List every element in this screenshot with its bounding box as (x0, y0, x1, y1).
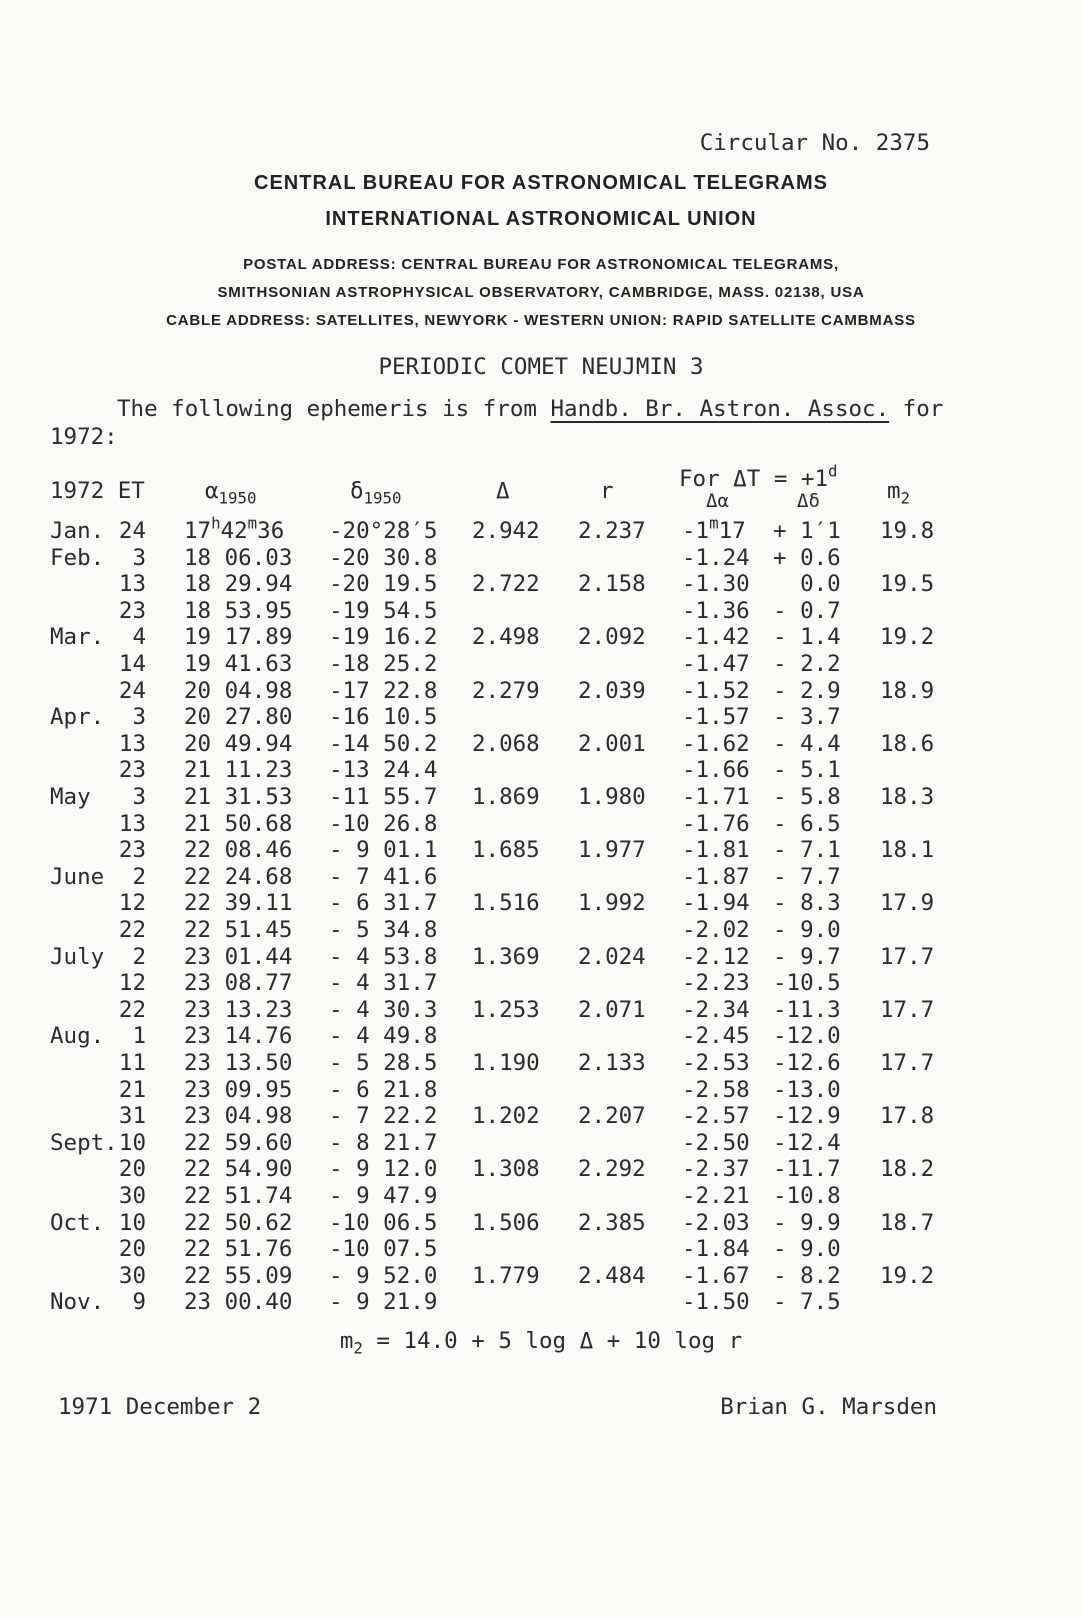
row-ra: 23 13.23 (184, 996, 293, 1023)
intro-post: for (889, 396, 944, 422)
issue-date: 1971 December 2 (58, 1394, 262, 1420)
row-dec: - 9 21.9 (329, 1289, 438, 1316)
row-ra: 23 08.77 (184, 970, 293, 997)
table-row (0, 571, 1082, 610)
row-day: 3 (132, 544, 146, 571)
row-month: Feb. (50, 544, 105, 571)
row-r: 2.207 (578, 1103, 646, 1130)
row-m2: 17.8 (880, 1103, 935, 1130)
row-delta: 2.068 (472, 730, 540, 757)
row-delta: 1.202 (472, 1103, 540, 1130)
row-day: 22 (118, 996, 146, 1023)
row-delta: 1.506 (472, 1209, 540, 1236)
row-ddelta: - 9.7 (773, 943, 841, 970)
row-ra: 22 39.11 (184, 890, 293, 917)
row-dec: -10 07.5 (329, 1236, 438, 1263)
row-delta: 2.942 (472, 518, 540, 544)
row-dalpha: -1$^m$17 (682, 513, 746, 544)
row-delta: 1.779 (472, 1262, 540, 1289)
row-dalpha: -1.76 (682, 810, 750, 837)
row-ra: 20 04.98 (184, 677, 293, 704)
table-row (0, 513, 1082, 557)
for-dt-text: For ΔT = +1 (679, 466, 829, 492)
row-day: 1 (132, 1023, 146, 1050)
row-ra: 22 55.09 (184, 1262, 293, 1289)
row-ra: 23 13.50 (184, 1050, 293, 1076)
row-dalpha: -1.94 (682, 890, 750, 917)
m2-subscript: 2 (900, 488, 911, 508)
row-r: 2.001 (578, 730, 646, 757)
row-day: 31 (118, 1103, 146, 1130)
row-dalpha: -2.23 (682, 970, 750, 997)
row-day: 13 (118, 730, 146, 757)
row-m2: 17.7 (880, 996, 935, 1023)
circular-number: Circular No. 2375 (699, 130, 930, 156)
row-dec: - 4 53.8 (329, 943, 438, 970)
table-row (0, 890, 1082, 929)
row-ra: 18 06.03 (184, 544, 293, 571)
row-day: 12 (118, 970, 146, 997)
row-dalpha: -2.37 (682, 1156, 750, 1183)
table-row (0, 1262, 1082, 1302)
row-dalpha: -1.30 (682, 571, 750, 598)
col-header-ra (205, 478, 257, 508)
row-dalpha: -2.34 (682, 996, 750, 1023)
row-dalpha: -1.50 (682, 1289, 750, 1316)
row-dec: - 7 22.2 (329, 1103, 438, 1130)
row-ra: 21 31.53 (184, 784, 293, 810)
row-dec: - 7 41.6 (329, 863, 438, 890)
row-m2: 19.2 (880, 624, 935, 651)
row-dec: - 5 28.5 (329, 1050, 438, 1076)
row-dalpha: -2.58 (682, 1076, 750, 1103)
table-row (0, 784, 1082, 823)
row-ra: 19 17.89 (184, 624, 293, 651)
row-ddelta: - 5.8 (773, 784, 841, 810)
row-month: June (50, 863, 105, 890)
table-row (0, 730, 1082, 770)
row-dec: - 6 21.8 (329, 1076, 438, 1103)
row-ra: 22 08.46 (184, 837, 293, 864)
row-r: 2.292 (578, 1156, 646, 1183)
row-ra: 22 51.76 (184, 1236, 293, 1263)
table-row (0, 624, 1082, 663)
formula-rest: = 14.0 + 5 log Δ + 10 log r (362, 1328, 743, 1354)
row-ddelta: - 8.2 (773, 1262, 841, 1289)
row-ddelta: + 0.6 (773, 544, 841, 571)
row-dalpha: -2.21 (682, 1183, 750, 1209)
row-ra: 22 59.60 (184, 1129, 293, 1156)
row-ddelta: -12.6 (773, 1050, 841, 1076)
row-day: 14 (118, 651, 146, 677)
row-ra: 20 27.80 (184, 704, 293, 731)
row-day: 23 (118, 597, 146, 624)
row-dalpha: -2.50 (682, 1129, 750, 1156)
row-ddelta: -12.4 (773, 1129, 841, 1156)
row-r: 2.092 (578, 624, 646, 651)
row-r: 2.237 (578, 518, 646, 544)
row-m2: 18.2 (880, 1156, 935, 1183)
row-day: 10 (118, 1209, 146, 1236)
row-m2: 19.5 (880, 571, 935, 598)
row-delta: 1.369 (472, 943, 540, 970)
row-m2: 17.9 (880, 890, 935, 917)
row-ddelta: 0.0 (773, 571, 841, 598)
row-dalpha: -2.03 (682, 1209, 750, 1236)
row-m2: 18.7 (880, 1209, 935, 1236)
row-ddelta: - 6.5 (773, 810, 841, 837)
row-dec: -19 54.5 (329, 597, 438, 624)
formula-sub: 2 (353, 1338, 363, 1358)
row-ddelta: -12.0 (773, 1023, 841, 1050)
row-r: 1.977 (578, 837, 646, 864)
cable-address: CABLE ADDRESS: SATELLITES, NEWYORK - WESTERN UNION: RAPID SATELLITE CAMBMASS (166, 312, 916, 329)
for-dt-unit: d (828, 461, 838, 481)
row-ddelta: + 1′1 (773, 518, 841, 544)
row-delta: 2.279 (472, 677, 540, 704)
row-dec: - 9 12.0 (329, 1156, 438, 1183)
row-day: 11 (118, 1050, 146, 1076)
row-day: 3 (132, 784, 146, 810)
table-row (0, 1050, 1082, 1089)
row-day: 2 (132, 943, 146, 970)
row-month: Nov. (50, 1289, 105, 1316)
row-m2: 19.2 (880, 1262, 935, 1289)
col-header-dec (350, 478, 402, 508)
row-ra: 20 49.94 (184, 730, 293, 757)
page-title: PERIODIC COMET NEUJMIN 3 (378, 354, 704, 380)
row-dec: -20 19.5 (329, 571, 438, 598)
row-dalpha: -1.36 (682, 597, 750, 624)
row-dec: -11 55.7 (329, 784, 438, 810)
row-m2: 18.9 (880, 677, 935, 704)
row-ra: 18 29.94 (184, 571, 293, 598)
row-day: 9 (132, 1289, 146, 1316)
row-dec: -17 22.8 (329, 677, 438, 704)
row-ddelta: - 2.2 (773, 651, 841, 677)
row-dalpha: -2.45 (682, 1023, 750, 1050)
table-row (0, 996, 1082, 1036)
m2-symbol: m (887, 478, 901, 504)
intro-year: 1972: (50, 424, 118, 450)
table-row (0, 677, 1082, 717)
row-ddelta: - 8.3 (773, 890, 841, 917)
row-dalpha: -1.47 (682, 651, 750, 677)
row-ra: 23 00.40 (184, 1289, 293, 1316)
row-day: 22 (118, 917, 146, 943)
col-header-ddelta: Δδ (797, 490, 820, 512)
row-dalpha: -2.02 (682, 917, 750, 943)
row-dec: - 8 21.7 (329, 1129, 438, 1156)
row-ra: 23 01.44 (184, 943, 293, 970)
row-day: 4 (132, 624, 146, 651)
row-month: May (50, 784, 91, 810)
row-ra: 17$^h$42$^m$36 (184, 513, 285, 544)
row-m2: 17.7 (880, 1050, 935, 1076)
row-day: 30 (118, 1262, 146, 1289)
row-ddelta: -11.7 (773, 1156, 841, 1183)
row-dalpha: -1.66 (682, 757, 750, 784)
table-row (0, 1209, 1082, 1249)
dec-epoch: 1950 (363, 488, 402, 508)
row-ddelta: -13.0 (773, 1076, 841, 1103)
row-ddelta: - 4.4 (773, 730, 841, 757)
row-day: 23 (118, 837, 146, 864)
table-row (0, 837, 1082, 876)
table-row (0, 1289, 1082, 1328)
row-month: Apr. (50, 704, 105, 731)
row-day: 13 (118, 571, 146, 598)
postal-address-line1: POSTAL ADDRESS: CENTRAL BUREAU FOR ASTRONOMICAL TELEGRAMS, (243, 256, 839, 273)
row-month: Sept. (50, 1129, 118, 1156)
row-r: 2.024 (578, 943, 646, 970)
row-m2: 18.3 (880, 784, 935, 810)
row-day: 20 (118, 1156, 146, 1183)
row-m2: 19.8 (880, 518, 935, 544)
row-dec: - 9 01.1 (329, 837, 438, 864)
table-row (0, 1156, 1082, 1195)
row-ddelta: -12.9 (773, 1103, 841, 1130)
row-r: 1.980 (578, 784, 646, 810)
row-dalpha: -1.57 (682, 704, 750, 731)
row-delta: 2.722 (472, 571, 540, 598)
row-ra: 22 51.74 (184, 1183, 293, 1209)
bureau-name: CENTRAL BUREAU FOR ASTRONOMICAL TELEGRAMS (254, 172, 828, 194)
row-day: 21 (118, 1076, 146, 1103)
row-ra: 21 11.23 (184, 757, 293, 784)
col-header-m2 (887, 478, 911, 508)
row-ddelta: - 3.7 (773, 704, 841, 731)
formula-m: m (339, 1328, 354, 1354)
col-header-dalpha: Δα (706, 490, 729, 512)
ra-symbol: α (205, 478, 219, 504)
row-delta: 1.253 (472, 996, 540, 1023)
row-day: 12 (118, 890, 146, 917)
row-dalpha: -2.57 (682, 1103, 750, 1130)
row-month: July (50, 943, 105, 970)
row-ddelta: -11.3 (773, 996, 841, 1023)
row-ddelta: - 2.9 (773, 677, 841, 704)
row-month: Oct. (50, 1209, 105, 1236)
row-dalpha: -1.42 (682, 624, 750, 651)
row-ddelta: -10.5 (773, 970, 841, 997)
row-dec: - 9 47.9 (329, 1183, 438, 1209)
row-day: 24 (118, 677, 146, 704)
row-day: 24 (118, 518, 146, 544)
author-signature: Brian G. Marsden (720, 1394, 937, 1420)
intro-pre: The following ephemeris is from (117, 396, 551, 422)
row-ddelta: - 7.7 (773, 863, 841, 890)
row-ra: 23 09.95 (184, 1076, 293, 1103)
row-dec: -18 25.2 (329, 651, 438, 677)
row-ddelta: - 9.0 (773, 1236, 841, 1263)
row-ra: 19 41.63 (184, 651, 293, 677)
ra-epoch: 1950 (218, 488, 257, 508)
row-dec: -14 50.2 (329, 730, 438, 757)
row-ra: 23 14.76 (184, 1023, 293, 1050)
row-dec: - 5 34.8 (329, 917, 438, 943)
row-delta: 1.685 (472, 837, 540, 864)
postal-address-line2: SMITHSONIAN ASTROPHYSICAL OBSERVATORY, CAMBRIDGE, MASS. 02138, USA (217, 284, 865, 301)
row-month: Mar. (50, 624, 105, 651)
row-ddelta: - 9.9 (773, 1209, 841, 1236)
row-day: 30 (118, 1183, 146, 1209)
row-ddelta: - 0.7 (773, 597, 841, 624)
row-dec: -19 16.2 (329, 624, 438, 651)
row-r: 2.039 (578, 677, 646, 704)
row-r: 1.992 (578, 890, 646, 917)
row-ra: 18 53.95 (184, 597, 293, 624)
col-header-for-dt (679, 461, 838, 492)
row-delta: 1.516 (472, 890, 540, 917)
row-m2: 17.7 (880, 943, 935, 970)
row-dalpha: -1.52 (682, 677, 750, 704)
col-header-date: 1972 ET (50, 478, 145, 504)
row-r: 2.133 (578, 1050, 646, 1076)
row-day: 10 (118, 1129, 146, 1156)
row-ddelta: - 7.5 (773, 1289, 841, 1316)
row-dec: - 6 31.7 (329, 890, 438, 917)
row-ddelta: - 7.1 (773, 837, 841, 864)
intro-text (117, 396, 943, 422)
row-dec: - 4 31.7 (329, 970, 438, 997)
row-dec: - 4 30.3 (329, 996, 438, 1023)
row-day: 23 (118, 757, 146, 784)
row-dalpha: -1.81 (682, 837, 750, 864)
row-dalpha: -1.67 (682, 1262, 750, 1289)
row-dalpha: -1.71 (682, 784, 750, 810)
row-dec: -20°28′5 (329, 518, 438, 544)
row-ra: 23 04.98 (184, 1103, 293, 1130)
row-r: 2.158 (578, 571, 646, 598)
magnitude-formula (0, 1328, 1082, 1358)
row-ddelta: - 9.0 (773, 917, 841, 943)
row-dec: - 4 49.8 (329, 1023, 438, 1050)
col-header-delta: Δ (496, 478, 510, 504)
row-ra: 22 24.68 (184, 863, 293, 890)
dec-symbol: δ (350, 478, 364, 504)
row-day: 3 (132, 704, 146, 731)
row-day: 13 (118, 810, 146, 837)
row-m2: 18.1 (880, 837, 935, 864)
row-dalpha: -1.62 (682, 730, 750, 757)
row-dec: -20 30.8 (329, 544, 438, 571)
table-row (0, 943, 1082, 983)
row-m2: 18.6 (880, 730, 935, 757)
row-dec: -10 26.8 (329, 810, 438, 837)
row-ddelta: - 5.1 (773, 757, 841, 784)
row-ra: 22 51.45 (184, 917, 293, 943)
row-ra: 22 54.90 (184, 1156, 293, 1183)
row-dalpha: -1.87 (682, 863, 750, 890)
row-month: Jan. (50, 518, 105, 544)
table-row (0, 1103, 1082, 1142)
row-dalpha: -2.53 (682, 1050, 750, 1076)
row-r: 2.071 (578, 996, 646, 1023)
row-ra: 22 50.62 (184, 1209, 293, 1236)
row-dalpha: -1.24 (682, 544, 750, 571)
row-delta: 1.308 (472, 1156, 540, 1183)
row-ddelta: -10.8 (773, 1183, 841, 1209)
row-r: 2.484 (578, 1262, 646, 1289)
row-r: 2.385 (578, 1209, 646, 1236)
row-delta: 1.190 (472, 1050, 540, 1076)
row-ra: 21 50.68 (184, 810, 293, 837)
row-month: Aug. (50, 1023, 105, 1050)
row-dalpha: -2.12 (682, 943, 750, 970)
union-name: INTERNATIONAL ASTRONOMICAL UNION (325, 208, 757, 230)
row-ddelta: - 1.4 (773, 624, 841, 651)
row-dalpha: -1.84 (682, 1236, 750, 1263)
row-dec: -13 24.4 (329, 757, 438, 784)
col-header-r: r (600, 478, 614, 504)
row-day: 20 (118, 1236, 146, 1263)
row-dec: - 9 52.0 (329, 1262, 438, 1289)
row-delta: 1.869 (472, 784, 540, 810)
row-dec: -10 06.5 (329, 1209, 438, 1236)
row-day: 2 (132, 863, 146, 890)
row-dec: -16 10.5 (329, 704, 438, 731)
source-reference: Handb. Br. Astron. Assoc. (550, 396, 890, 422)
row-delta: 2.498 (472, 624, 540, 651)
